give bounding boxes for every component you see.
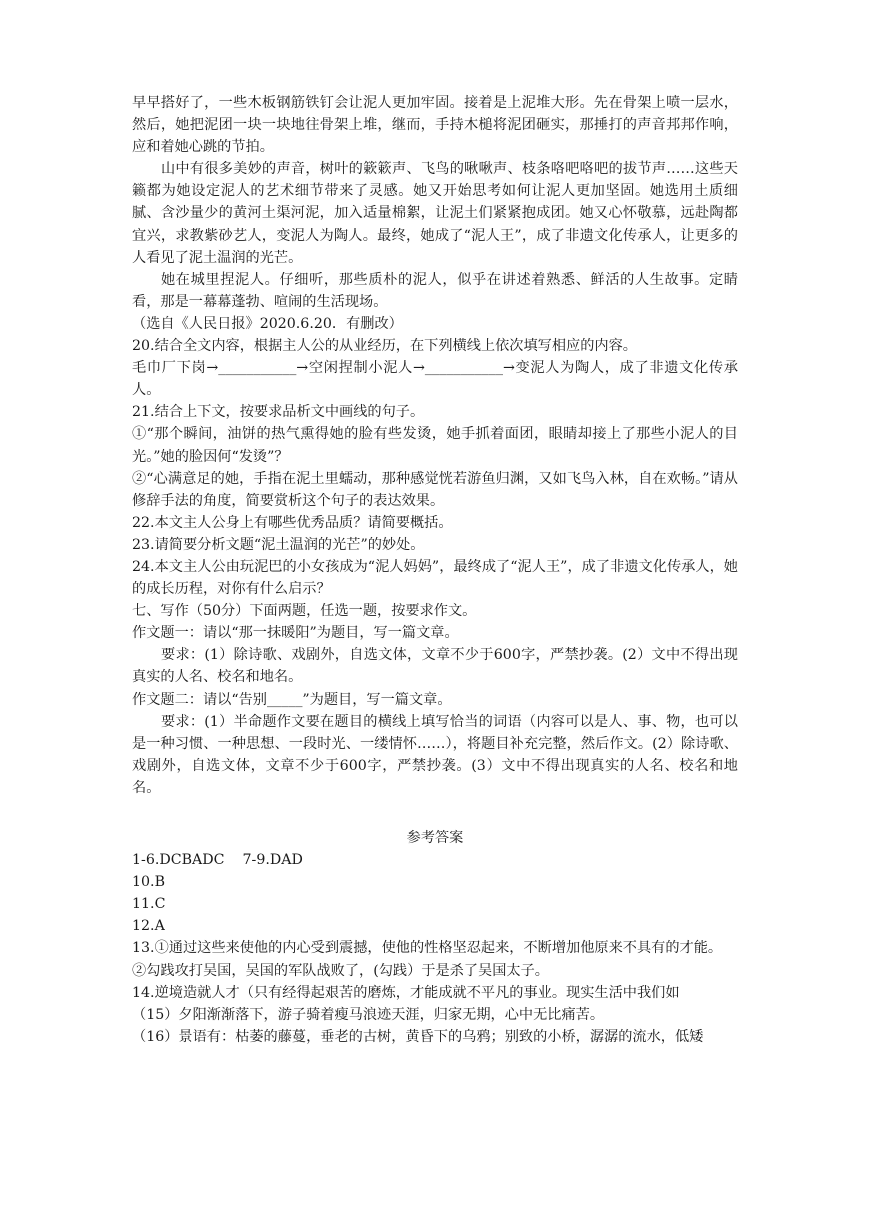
- question-23: 23.请简要分析文题“泥土温润的光芒”的妙处。: [132, 536, 425, 553]
- answer-10: 10.B: [132, 874, 165, 891]
- answers-title: 参考答案: [406, 830, 464, 846]
- passage-paragraph-1: 早早搭好了，一些木板钢筋铁钉会让泥人更加牢固。接着是上泥堆大形。先在骨架上喷一层水，然后，她把泥团一块一块地往骨架上堆，继而，手持木槌将泥团砸实，那捶打的声音邦邦作响，应和着她心跳的节拍。: [132, 95, 738, 156]
- writing-topic-1-requirements: 要求：(1）除诗歌、戏剧外，自选文体，文章不少于600字，严禁抄袭。(2）文中不得出现真实的人名、校名和地名。: [132, 647, 738, 686]
- passage-paragraph-2: 山中有很多美妙的声音，树叶的簌簌声、飞鸟的啾啾声、枝条咯吧咯吧的拔节声……这些天籁都为她设定泥人的艺术细节带来了灵感。她又开始思考如何让泥人更加坚固。她选用土质细腻、含沙量少的黄河土渠河泥，加入适量棉絮，让泥土们紧紧抱成团。她又心怀敬慕，远赴陶都宜兴，求教紫砂艺人，变泥人为陶人。最终，她成了“泥人王”，成了非遗文化传承人，让更多的人看见了泥土温润的光芒。: [132, 161, 738, 266]
- answer-13-part-2: ②勾践攻打吴国，吴国的军队战败了，(勾践）于是杀了吴国太子。: [132, 962, 549, 979]
- question-20-fill-line: 毛巾厂下岗→___________→空闲捏制小泥人→___________→变泥人为陶人，成了非遗文化传承人。: [132, 360, 738, 399]
- section-spacer: [132, 799, 738, 827]
- question-20: 20.结合全文内容，根据主人公的从业经历，在下列横线上依次填写相应的内容。: [132, 338, 637, 355]
- question-24: 24.本文主人公由玩泥巴的小女孩成为“泥人妈妈”，最终成了“泥人王”，成了非遗文化传承人，她的成长历程，对你有什么启示？: [132, 558, 738, 598]
- writing-topic-1: 作文题一：请以“那一抹暖阳”为题目，写一篇文章。: [132, 625, 459, 642]
- page-content: [132, 92, 738, 1048]
- answer-15: （15）夕阳渐渐落下，游子骑着瘦马浪迹天涯，归家无期，心中无比痛苦。: [132, 1006, 605, 1023]
- answer-12: 12.A: [132, 918, 165, 935]
- answer-13-part-1: 13.①通过这些来使他的内心受到震撼，使他的性格坚忍起来，不断增加他原来不具有的才能。: [132, 940, 723, 957]
- question-22: 22.本文主人公身上有哪些优秀品质？请简要概括。: [132, 514, 453, 531]
- passage-paragraph-3: 她在城里捏泥人。仔细听，那些质朴的泥人，似乎在讲述着熟悉、鲜活的人生故事。定睛看，那是一幕幕蓬勃、喧闹的生活现场。: [132, 271, 738, 310]
- writing-topic-2: 作文题二：请以“告别_____”为题目，写一篇文章。: [132, 691, 452, 708]
- writing-heading: 七、写作（50分）下面两题，任选一题，按要求作文。: [132, 603, 477, 620]
- passage-source: （选自《人民日报》2020.6.20．有删改）: [132, 315, 403, 332]
- question-21-part-1: ①“那个瞬间，油饼的热气熏得她的脸有些发烫，她手抓着面团，眼睛却接上了那些小泥人的目光。”她的脸因何“发烫”？: [132, 426, 738, 465]
- writing-topic-2-requirements: 要求：(1）半命题作文要在题目的横线上填写恰当的词语（内容可以是人、事、物，也可以是一种习惯、一种思想、一段时光、一缕情怀……），将题目补充完整，然后作文。(2）除诗歌、戏剧外，自选文体，文章不少于600字，严禁抄袭。(3）文中不得出现真实的人名、校名和地名。: [132, 713, 738, 796]
- answer-1-9: 1-6.DCBADC 7-9.DAD: [132, 852, 303, 869]
- answer-16: （16）景语有：枯萎的藤蔓，垂老的古树，黄昏下的乌鸦；别致的小桥，潺潺的流水，低矮: [132, 1028, 704, 1045]
- question-21-part-2: ②“心满意足的她，手指在泥土里蠕动，那种感觉恍若游鱼归渊，又如飞鸟入林，自在欢畅。”请从修辞手法的角度，简要赏析这个句子的表达效果。: [132, 470, 738, 509]
- answer-11: 11.C: [132, 896, 166, 913]
- answer-14: 14.逆境造就人才（只有经得起艰苦的磨炼，才能成就不平凡的事业。现实生活中我们如: [132, 984, 680, 1001]
- question-21: 21.结合上下文，按要求品析文中画线的句子。: [132, 404, 425, 421]
